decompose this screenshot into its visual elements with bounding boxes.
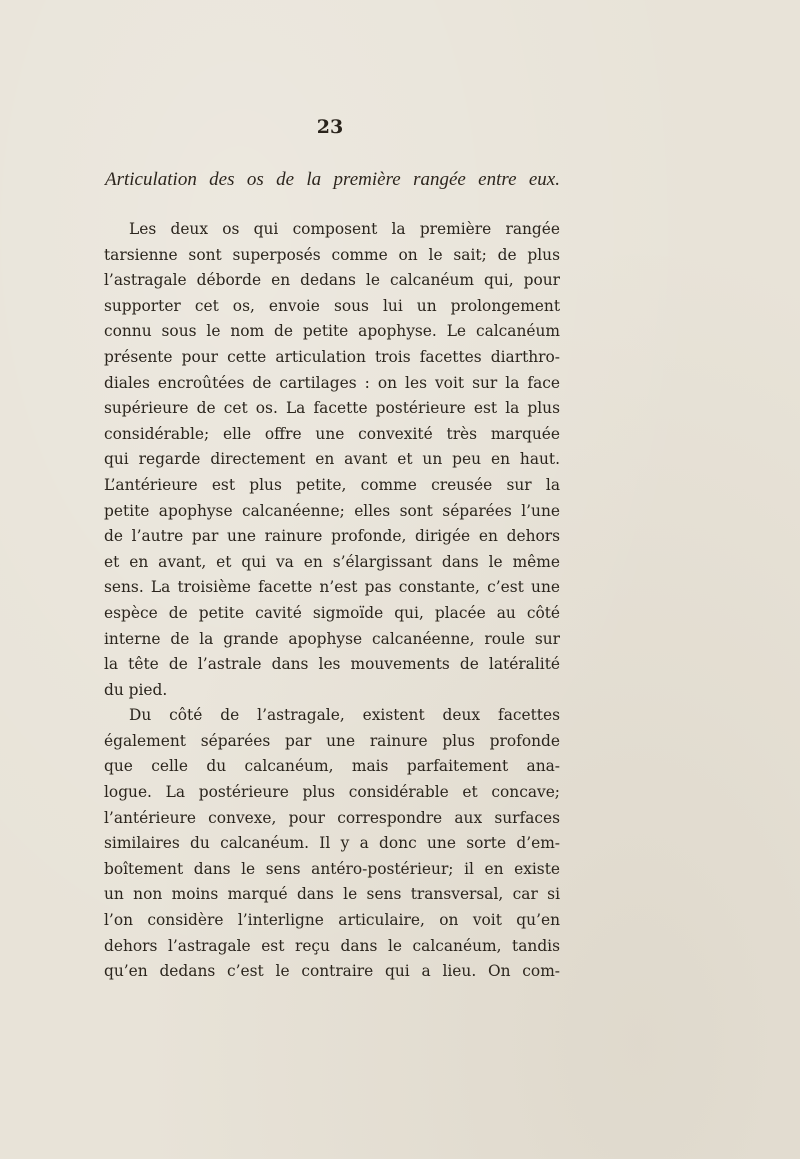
text-line: dehors l’astragale est reçu dans le calcanéum, tandis — [104, 936, 560, 955]
body-text — [104, 217, 560, 985]
text-line: supporter cet os, envoie sous lui un prolongement — [104, 296, 560, 315]
text-line: boîtement dans le sens antéro-postérieur; il en existe — [104, 859, 560, 878]
text-line: un non moins marqué dans le sens transversal, car si — [104, 885, 560, 904]
text-line: qui regarde directement en avant et un peu en haut. — [104, 450, 560, 469]
page-number: 23 — [316, 116, 344, 138]
text-line: sens. La troisième facette n’est pas constante, c’est une — [104, 578, 560, 597]
text-line: Les deux os qui composent la première rangée — [129, 220, 560, 238]
text-line: petite apophyse calcanéenne; elles sont séparées l’une — [104, 501, 560, 520]
text-line: connu sous le nom de petite apophyse. Le calcanéum — [104, 322, 560, 341]
text-line: similaires du calcanéum. Il y a donc une sorte d’em- — [104, 834, 560, 853]
text-line: qu’en dedans c’est le contraire qui a lieu. On com- — [104, 962, 560, 981]
text-line: Du côté de l’astragale, existent deux facettes — [129, 706, 560, 725]
text-line: du pied. — [104, 680, 168, 699]
text-line: logue. La postérieure plus considérable et concave; — [104, 783, 560, 802]
text-line: également séparées par une rainure plus profonde — [104, 731, 560, 750]
section-heading: Articulation des os de la première rangée entre eux. — [105, 169, 560, 190]
text-line: interne de la grande apophyse calcanéenne, roule sur — [104, 629, 560, 648]
text-line: l’astragale déborde en dedans le calcanéum qui, pour — [104, 271, 560, 290]
text-line: espèce de petite cavité sigmoïde qui, placée au côté — [104, 603, 560, 622]
text-line: l’antérieure convexe, pour correspondre aux surfaces — [104, 808, 560, 827]
text-line: la tête de l’astrale dans les mouvements de latéralité — [104, 655, 560, 674]
text-line: l’on considère l’interligne articulaire, on voit qu’en — [104, 911, 560, 930]
text-line: présente pour cette articulation trois facettes diarthro- — [104, 347, 560, 366]
text-line: diales encroûtées de cartilages : on les voit sur la face — [104, 373, 560, 392]
text-line: et en avant, et qui va en s’élargissant dans le même — [104, 552, 560, 571]
text-line: considérable; elle offre une convexité très marquée — [104, 424, 560, 443]
text-line: tarsienne sont superposés comme on le sait; de plus — [104, 245, 560, 264]
text-line: que celle du calcanéum, mais parfaitement ana- — [104, 757, 560, 776]
text-line: supérieure de cet os. La facette postérieure est la plus — [104, 399, 560, 418]
text-line: L’antérieure est plus petite, comme creusée sur la — [104, 475, 560, 494]
text-line: de l’autre par une rainure profonde, dirigée en dehors — [104, 527, 560, 546]
